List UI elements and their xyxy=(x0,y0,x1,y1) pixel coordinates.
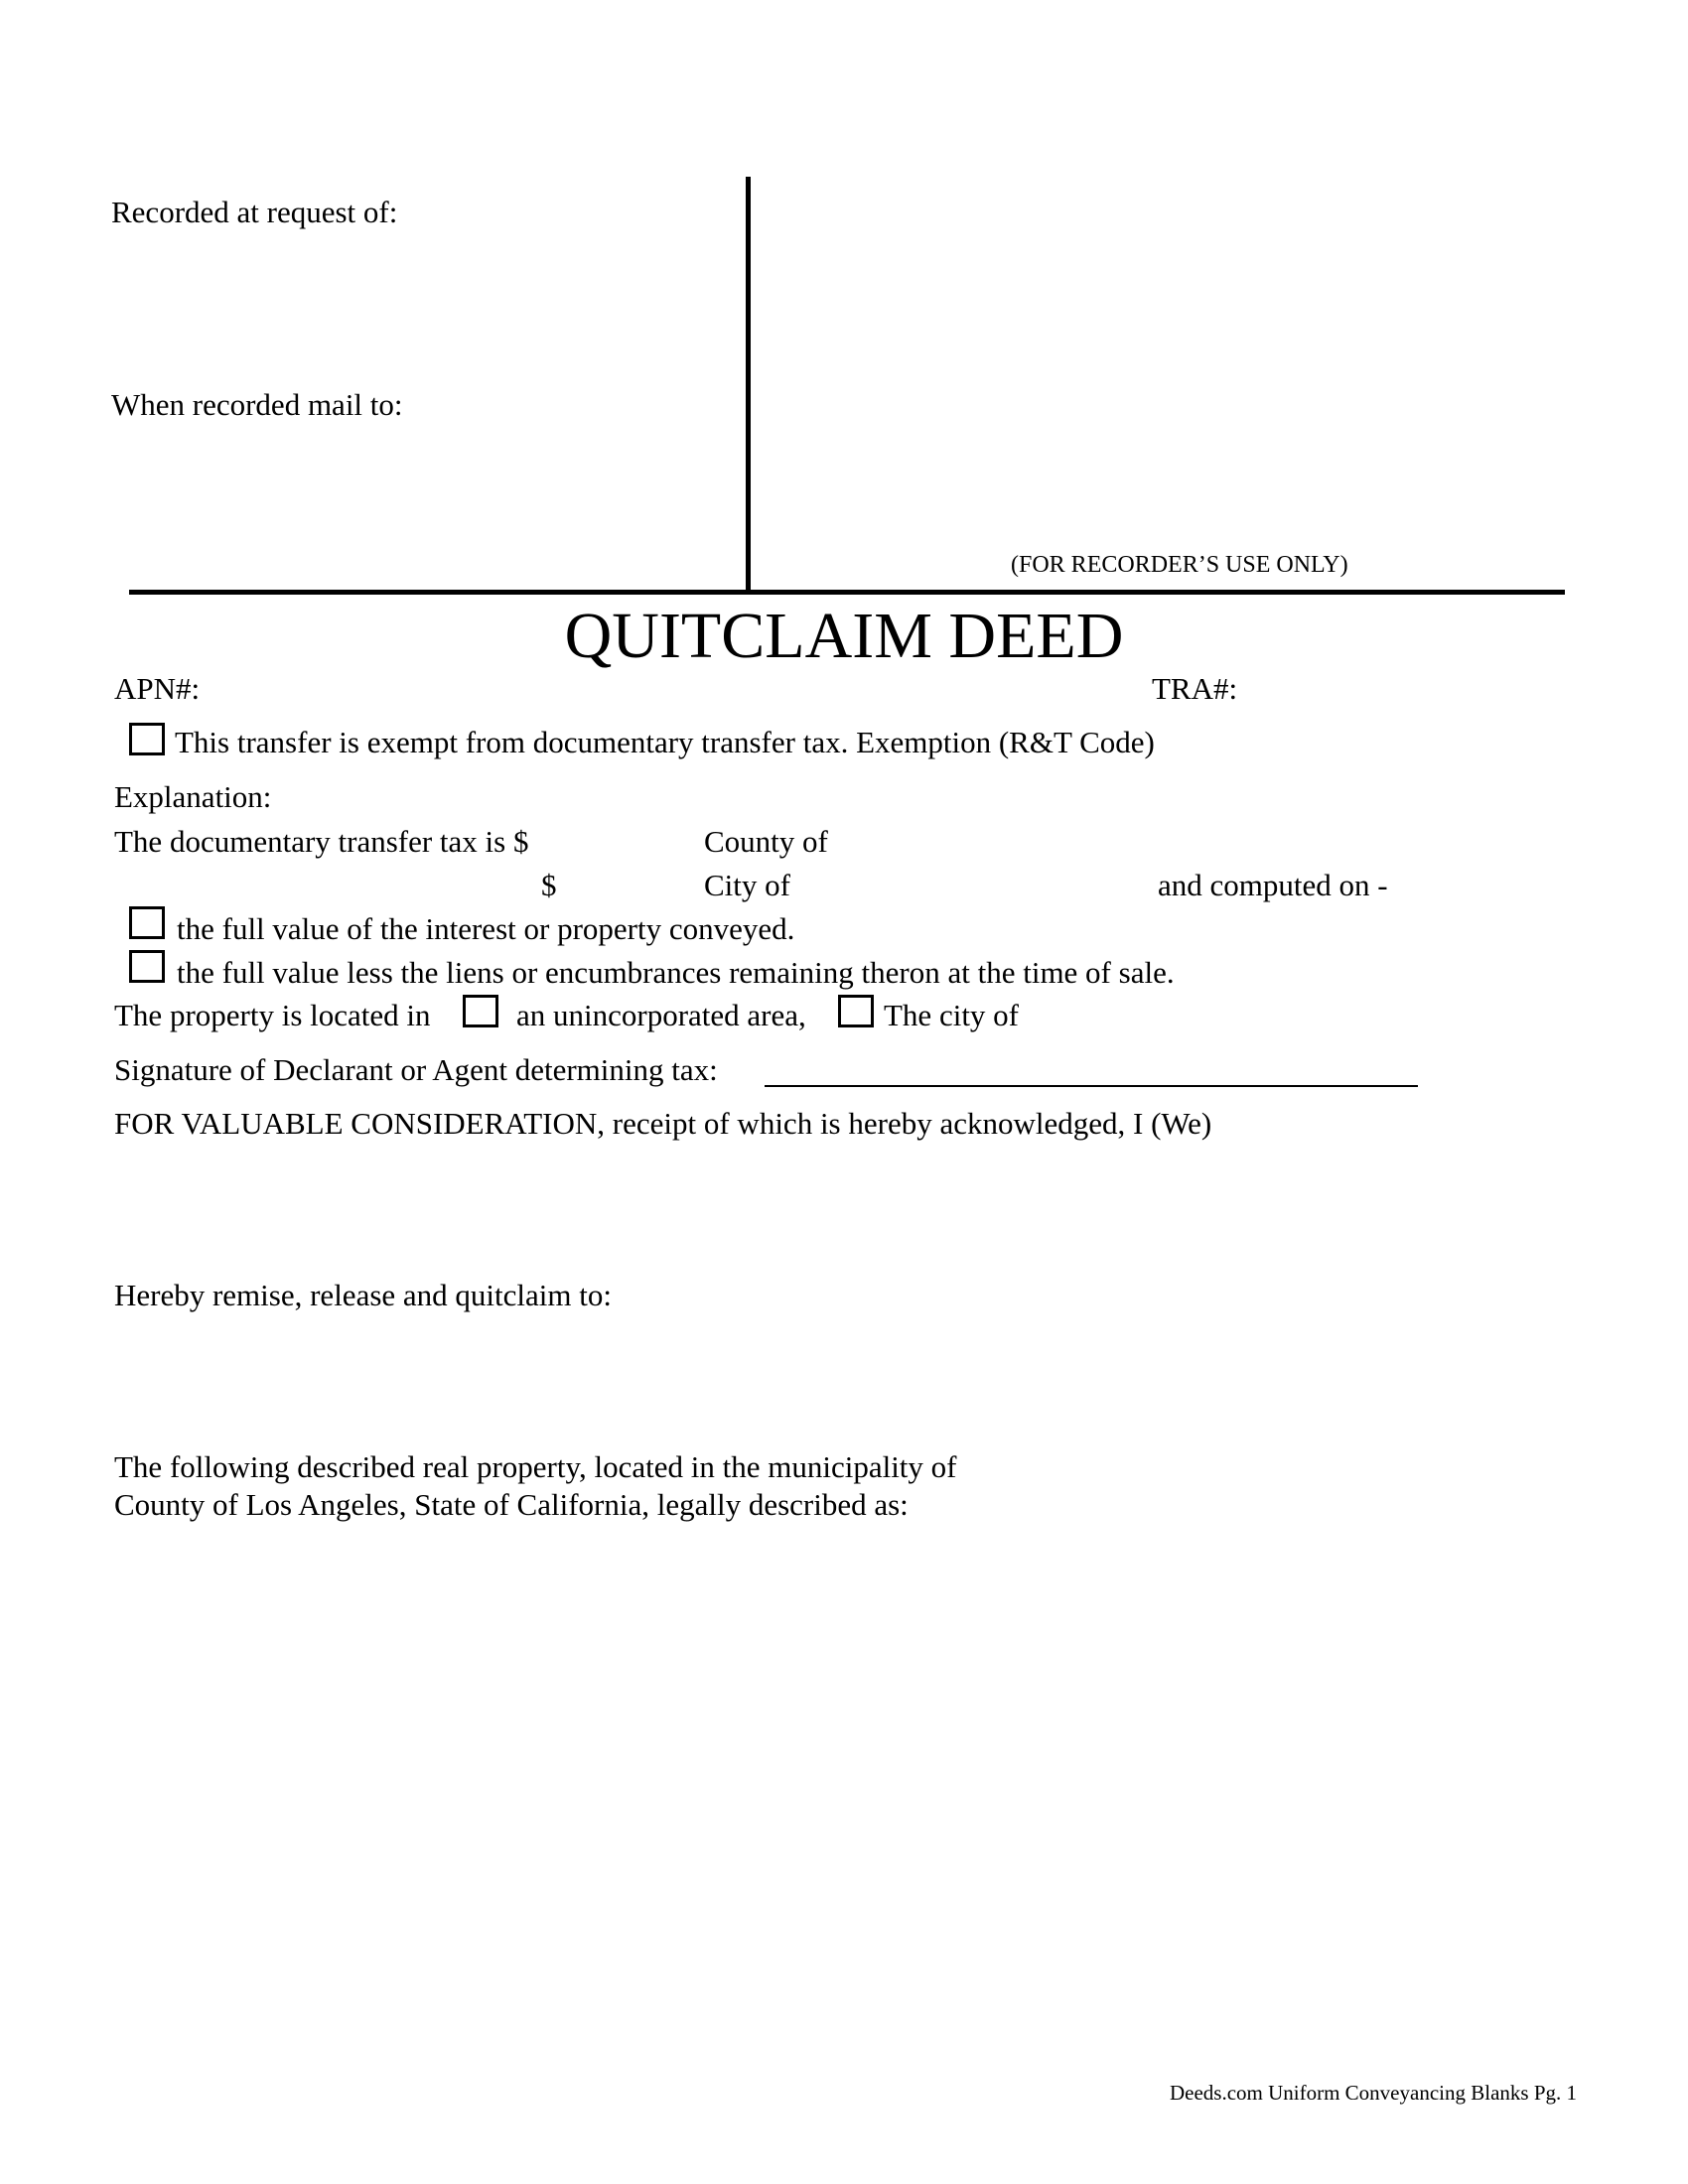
exempt-checkbox[interactable] xyxy=(129,723,165,755)
signature-label: Signature of Declarant or Agent determining tax: xyxy=(114,1052,718,1087)
property-description-line2: County of Los Angeles, State of California, legally described as: xyxy=(114,1487,909,1522)
signature-line[interactable] xyxy=(765,1085,1418,1087)
property-description-line1: The following described real property, located in the municipality of xyxy=(114,1449,957,1484)
explanation-label: Explanation: xyxy=(114,779,272,814)
recorded-at-request-label: Recorded at request of: xyxy=(111,195,398,229)
when-recorded-mail-label: When recorded mail to: xyxy=(111,387,403,422)
less-liens-text: the full value less the liens or encumbrances remaining theron at the time of sale. xyxy=(177,955,1175,990)
full-value-text: the full value of the interest or property conveyed. xyxy=(177,911,795,946)
unincorporated-text: an unincorporated area, xyxy=(516,998,806,1032)
recorders-use-label: (FOR RECORDER’S USE ONLY) xyxy=(1011,552,1348,578)
city-dollar-sign: $ xyxy=(541,868,557,902)
header-vertical-divider xyxy=(746,177,751,592)
header-horizontal-divider xyxy=(129,590,1565,595)
county-of-label: County of xyxy=(704,824,828,859)
page-footer: Deeds.com Uniform Conveyancing Blanks Pg. 1 xyxy=(1169,2081,1577,2105)
less-liens-checkbox[interactable] xyxy=(129,950,165,983)
remise-text: Hereby remise, release and quitclaim to: xyxy=(114,1278,612,1312)
city-checkbox[interactable] xyxy=(838,995,874,1027)
consideration-text: FOR VALUABLE CONSIDERATION, receipt of which is hereby acknowledged, I (We) xyxy=(114,1106,1212,1141)
property-location-label: The property is located in xyxy=(114,998,431,1032)
unincorporated-checkbox[interactable] xyxy=(463,995,498,1027)
city-text: The city of xyxy=(884,998,1020,1032)
exempt-text: This transfer is exempt from documentary transfer tax. Exemption (R&T Code) xyxy=(175,725,1155,759)
full-value-checkbox[interactable] xyxy=(129,906,165,939)
transfer-tax-label: The documentary transfer tax is $ xyxy=(114,824,529,859)
apn-field-label: APN#: xyxy=(114,671,201,706)
city-of-label: City of xyxy=(704,868,790,902)
computed-on-label: and computed on - xyxy=(1158,868,1388,902)
page-title: QUITCLAIM DEED xyxy=(564,600,1124,672)
tra-field-label: TRA#: xyxy=(1152,671,1238,706)
